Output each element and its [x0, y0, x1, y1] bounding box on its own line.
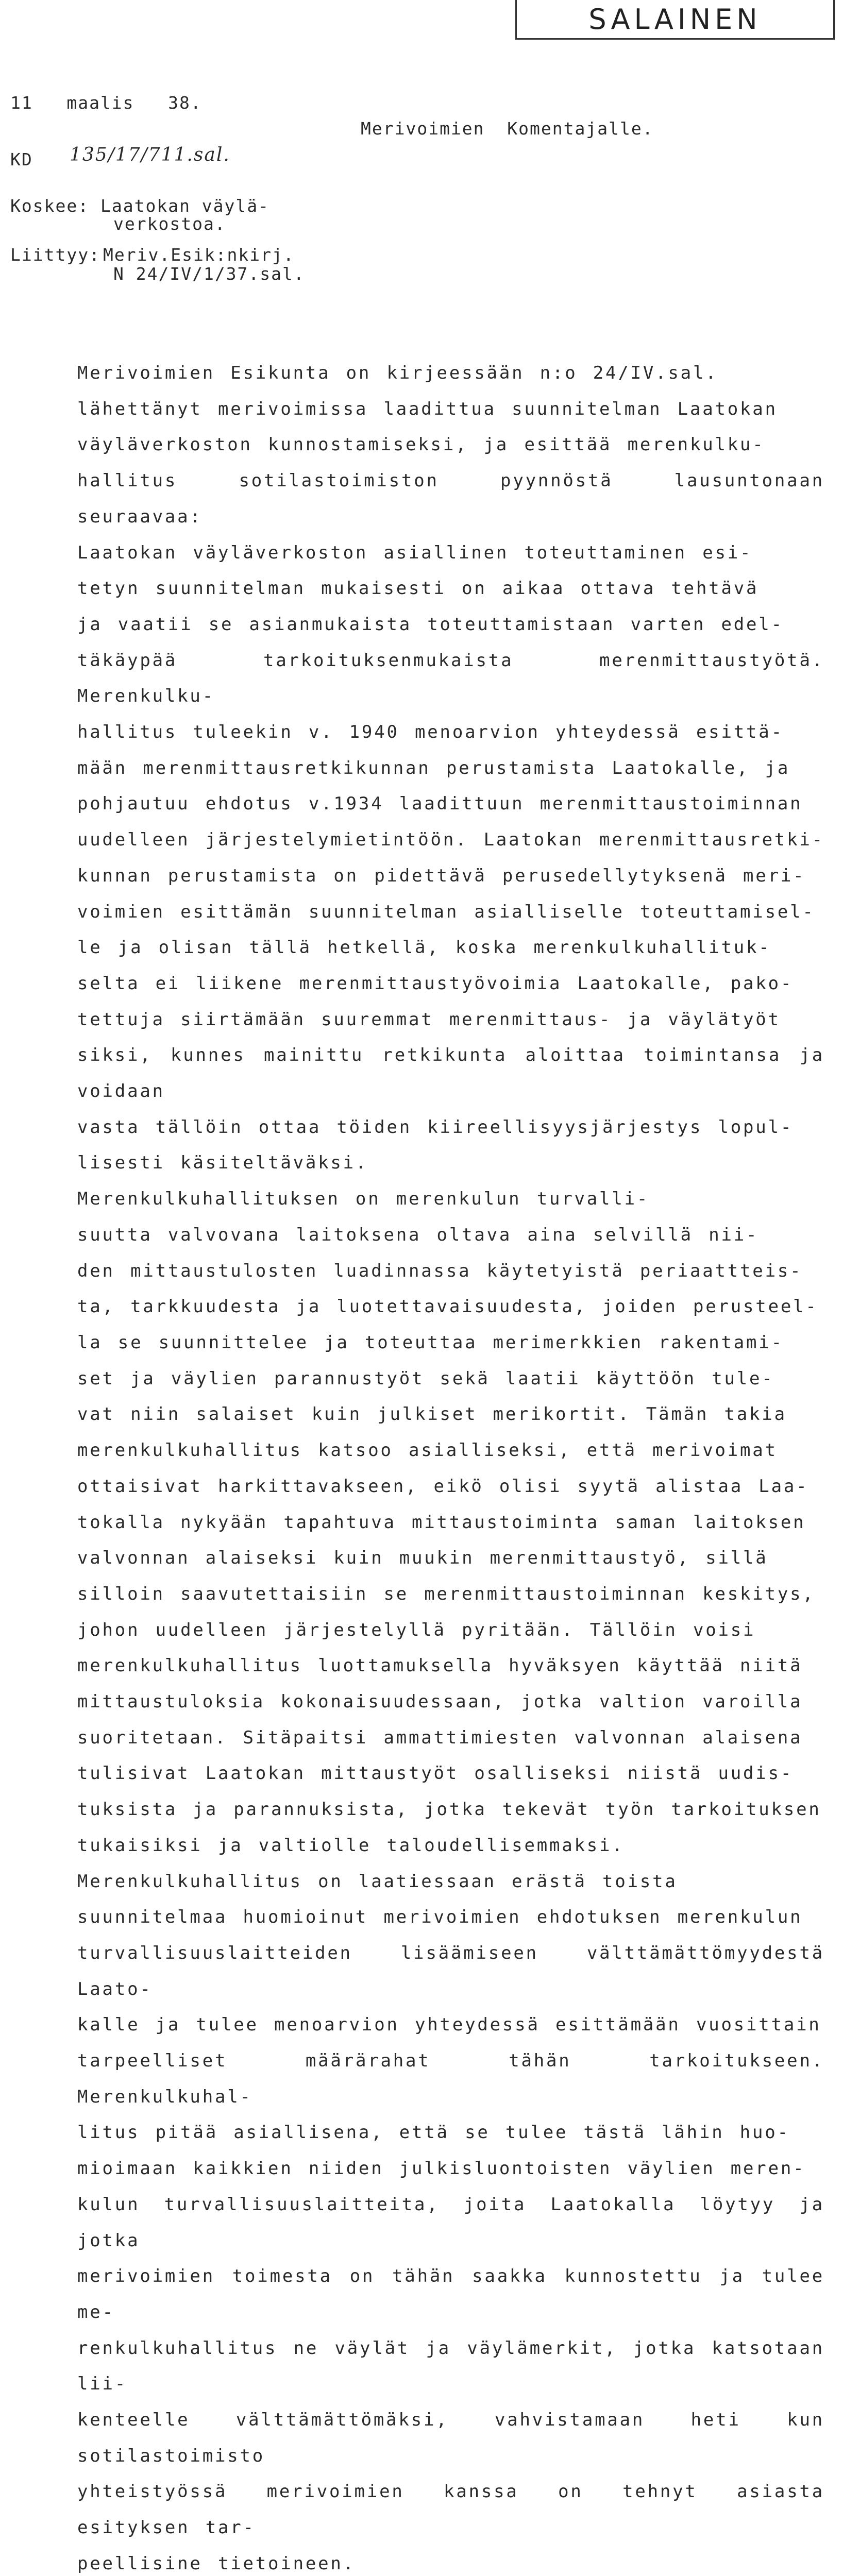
- attachment-line-1: Meriv.Esik:nkirj.: [103, 245, 295, 265]
- body-paragraph-2: Merenkulkuhallituksen on merenkulun turvalli- suutta valvovana laitoksena oltava aina selvillä nii- den mittaustulosten luadinnassa käytetyistä periaattteis- ta, tarkkuudesta ja luotettavaisuudesta, joiden perusteel- la se suunnittelee ja toteuttaa merimerkkien rakentami- set ja väylien parannustyöt sekä laatii käyttöön tule- vat niin salaiset kuin julkiset merikortit. Tämän takia merenkulkuhallitus katsoo asialliseksi, että merivoimat ottaisivat harkittavakseen, eikö olisi syytä alistaa Laa- tokalla nykyään tapahtuva mittaustoiminta saman laitoksen valvonnan alaiseksi kuin muukin merenmittaustyö, sillä silloin saavutettaisiin se merenmittaustoiminnan keskitys, johon uudelleen järjestelyllä pyritään. Tällöin voisi merenkulkuhallitus luottamuksella hyväksyen käyttää niitä mittaustuloksia kokonaisuudessaan, jotka valtion varoilla suoritetaan. Sitäpaitsi ammattimiesten valvonnan alaisena tulisivat Laatokan mittaustyöt osalliseksi niistä uudis- tuksista ja parannuksista, jotka tekevät työn tarkoituksen tukaisiksi ja valtiolle taloudellisemmaksi.: [77, 1189, 821, 1856]
- letter-date: 11 maalis 38.: [10, 93, 202, 113]
- secret-stamp: SALAINEN: [515, 0, 835, 40]
- subject-line-2: verkostoa.: [113, 214, 226, 234]
- reference-prefix: KD: [10, 149, 33, 170]
- recipient: Merivoimien Komentajalle.: [361, 118, 654, 139]
- body-paragraph-1: Merivoimien Esikunta on kirjeessään n:o 24/IV.sal. lähettänyt merivoimissa laadittua suunnitelman Laatokan väyläverkoston kunnostamiseksi, ja esittää merenkulku- hallitus sotilastoimiston pyynnöstä lausuntonaan seuraavaa: Laatokan väyläverkoston asiallinen toteuttaminen esi- tetyn suunnitelman mukaisesti on aikaa ottava tehtävä ja vaatii se asianmukaista toteuttamistaan varten edel- täkäypää tarkoituksenmukaista merenmittaustyötä. Merenkulku- hallitus tuleekin v. 1940 menoarvion yhteydessä esittä- mään merenmittausretkikunnan perustamista Laatokalle, ja pohjautuu ehdotus v.1934 laadittuun merenmittaustoiminnan uudelleen järjestelymietintöön. Laatokan merenmittausretki- kunnan perustamista on pidettävä perusedellytyksenä meri- voimien esittämän suunnitelman asialliselle toteuttamisel- le ja olisan tällä hetkellä, koska merenkulkuhallituk- selta ei liikene merenmittaustyövoimia Laatokalle, pako- tettuja siirtämään suuremmat merenmittaus- ja väylätyöt siksi, kunnes mainittu retkikunta aloittaa toimintansa ja voidaan vasta tällöin ottaa töiden kiireellisyysjärjestys lopul- lisesti käsiteltäväksi.: [77, 363, 824, 1174]
- reference-handwritten: 135/17/711.sal.: [70, 144, 230, 165]
- subject-label: Koskee:: [10, 196, 90, 216]
- attachment-label: Liittyy:: [10, 245, 100, 265]
- letter-body: [77, 355, 824, 2576]
- body-paragraph-3: Merenkulkuhallitus on laatiessaan erästä toista suunnitelmaa huomioinut merivoimien ehdotuksen merenkulun turvallisuuslaitteiden lisäämiseen välttämättömyydestä Laato- kalle ja tulee menoarvion yhteydessä esittämään vuosittain tarpeelliset määrärahat tähän tarkoitukseen. Merenkulkuhal- litus pitää asiallisena, että se tulee tästä lähin huo- mioimaan kaikkien niiden julkisluontoisten väylien meren- kulun turvallisuuslaitteita, joita Laatokalla löytyy ja jotka merivoimien toimesta on tähän saakka kunnostettu ja tulee me- renkulkuhallitus ne väylät ja väylämerkit, jotka katsotaan lii- kenteelle välttämättömäksi, vahvistamaan heti kun sotilastoimisto yhteistyössä merivoimien kanssa on tehnyt asiasta esityksen tar- peellisine tietoineen.: [77, 1871, 824, 2574]
- attachment-line-2: N 24/IV/1/37.sal.: [113, 264, 305, 284]
- subject-line-1: Laatokan väylä-: [100, 196, 270, 216]
